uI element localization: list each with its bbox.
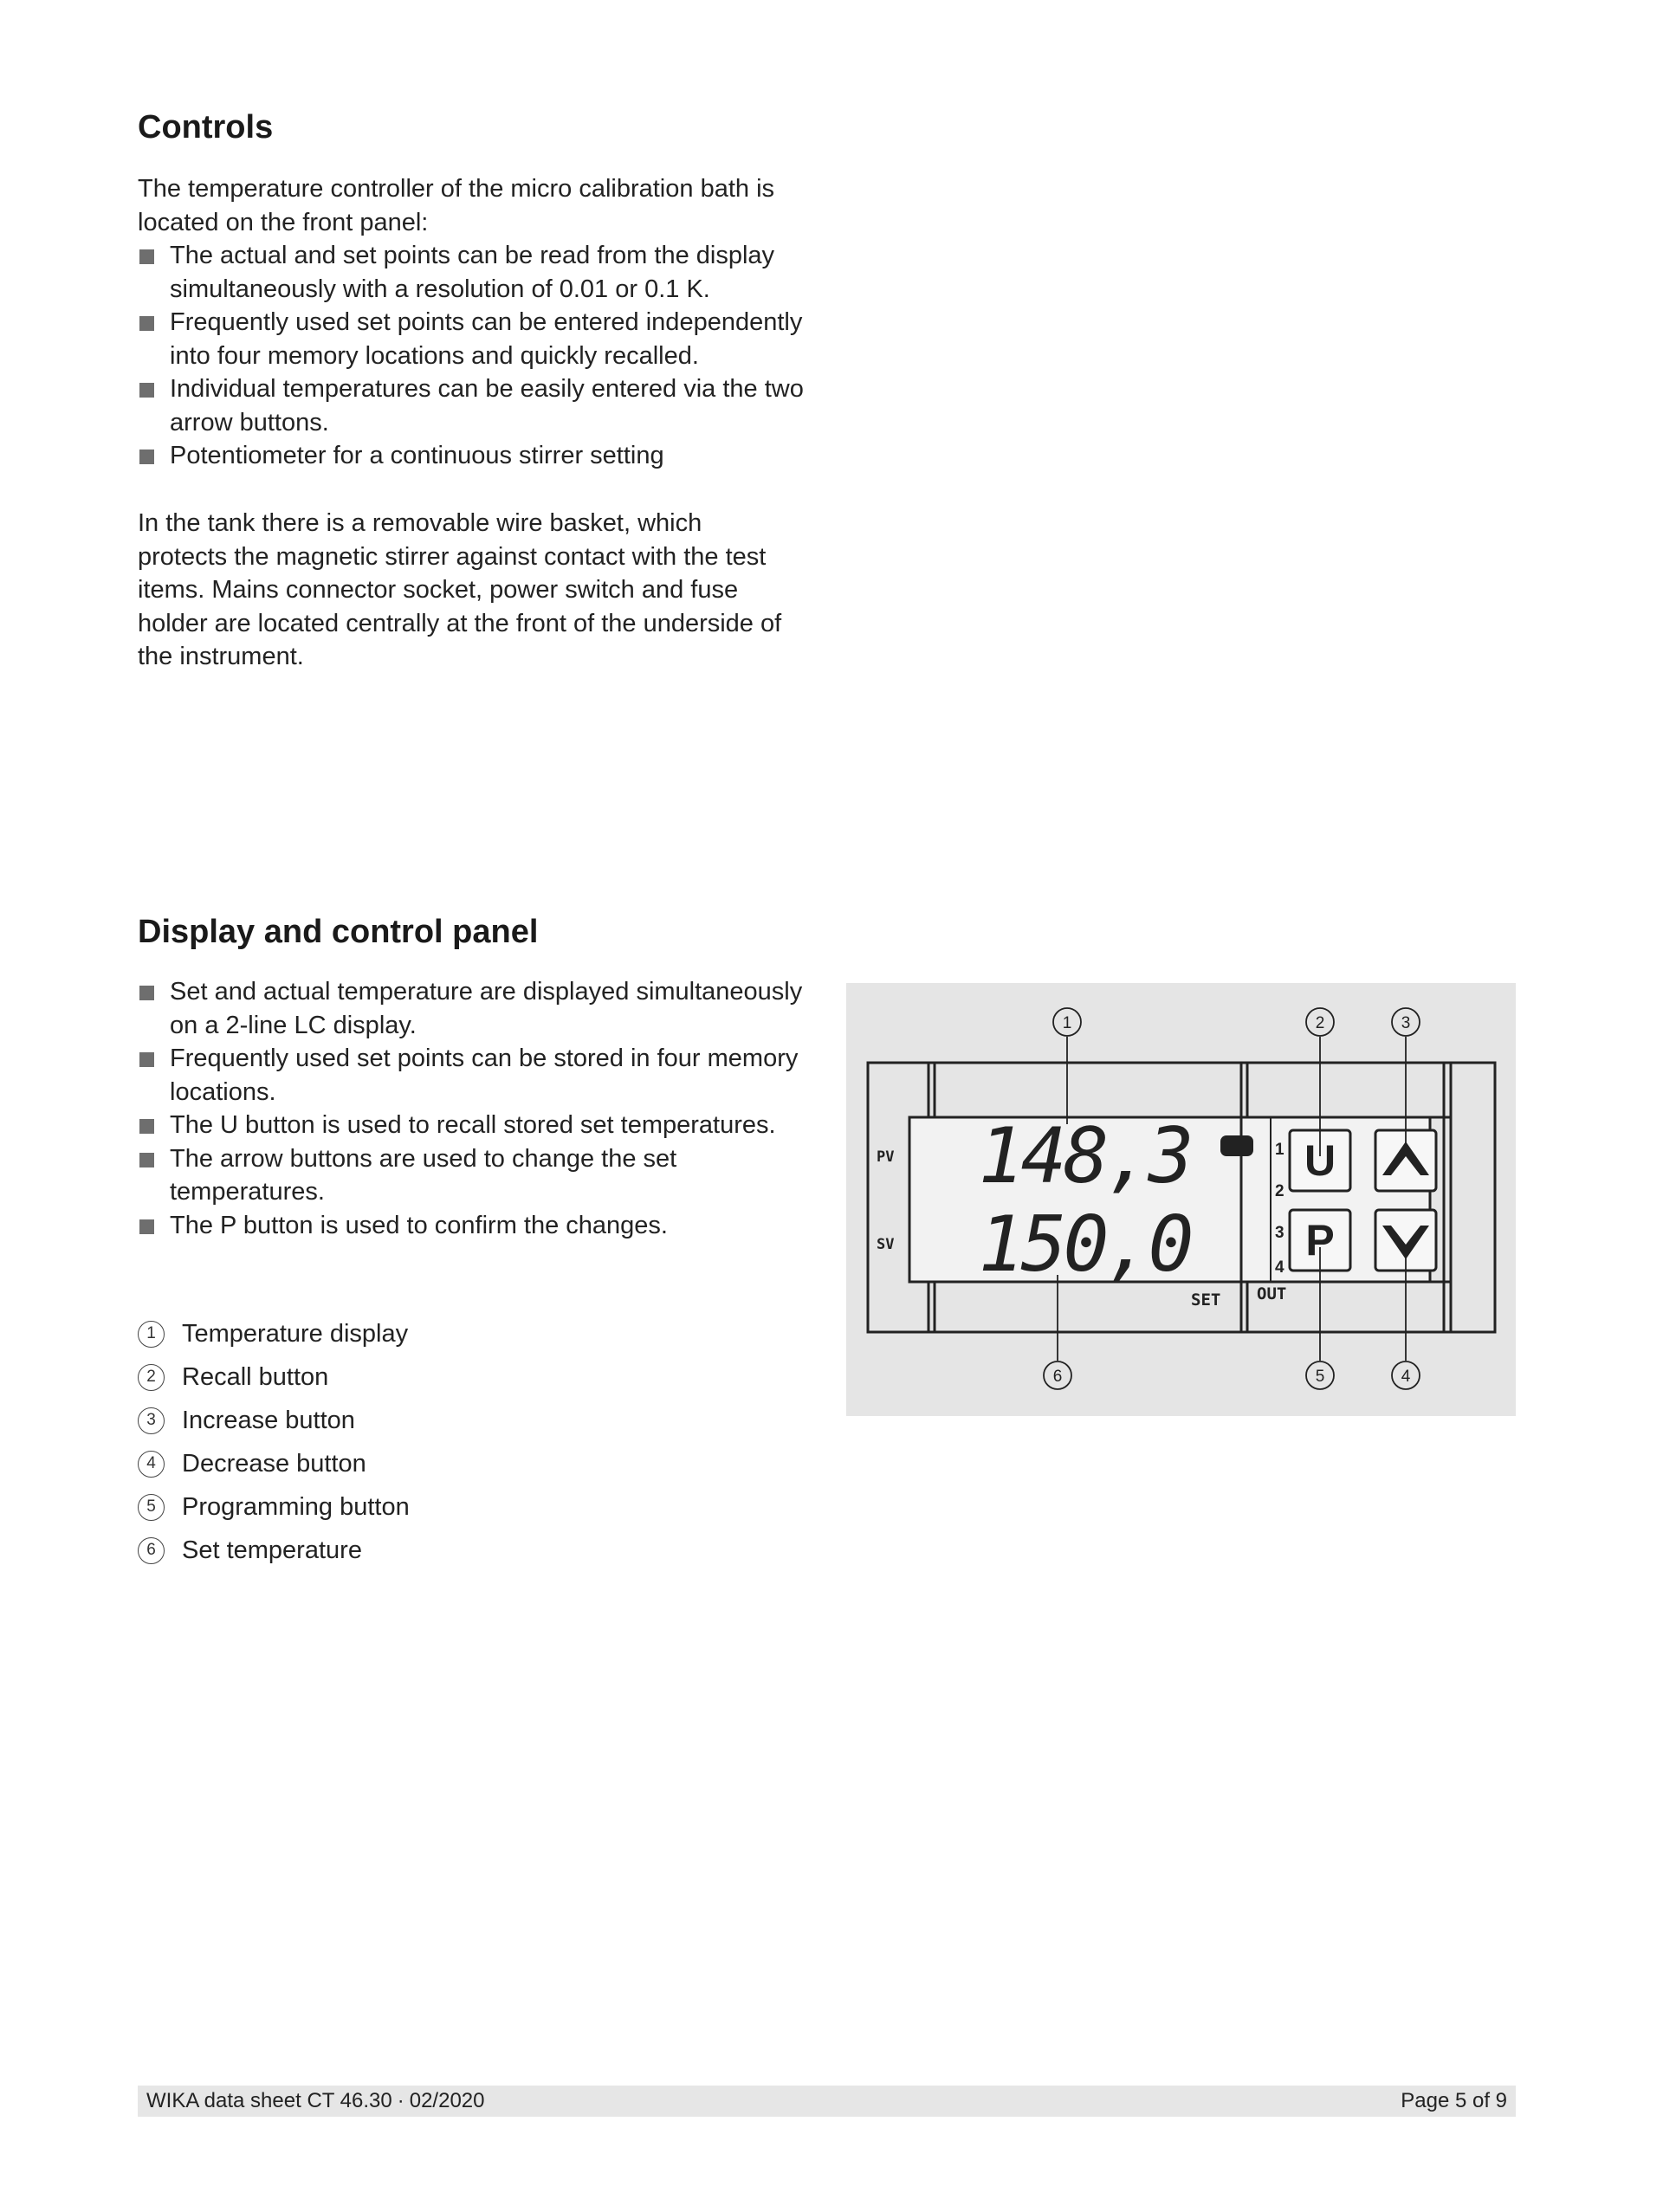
display-panel-heading: Display and control panel <box>138 914 539 950</box>
u-button-label: U <box>1304 1136 1336 1185</box>
pv-label: PV <box>877 1148 895 1166</box>
callout-number: 5 <box>1315 1368 1325 1386</box>
callout-number: 4 <box>138 1451 165 1478</box>
bullet-text: Individual temperatures can be easily entered via the two arrow buttons. <box>170 375 804 437</box>
callout-3 <box>1392 1008 1420 1036</box>
legend-label: Recall button <box>182 1362 329 1391</box>
process-value-display: 148,3 <box>978 1111 1191 1200</box>
callout-number: 4 <box>1401 1368 1411 1386</box>
figure-legend <box>138 1312 410 1572</box>
bullet-square-icon <box>139 450 154 464</box>
callout-number: 2 <box>138 1364 165 1391</box>
controller-panel-figure <box>846 983 1516 1416</box>
callout-number: 3 <box>138 1407 165 1434</box>
bullet-text: Frequently used set points can be entered independently into four memory locations and quickly recalled. <box>170 308 803 370</box>
list-item <box>138 239 822 306</box>
controls-bullet-list <box>138 239 822 473</box>
list-item <box>138 306 822 372</box>
bullet-square-icon <box>139 1153 154 1167</box>
callout-number: 6 <box>138 1537 165 1564</box>
page-footer <box>138 2086 1516 2117</box>
set-value-display: 150,0 <box>978 1200 1191 1289</box>
list-item <box>138 1209 822 1243</box>
legend-item <box>138 1355 410 1399</box>
set-label: SET <box>1191 1290 1221 1310</box>
bullet-square-icon <box>139 249 154 264</box>
list-item <box>138 975 822 1042</box>
list-item <box>138 1109 822 1142</box>
bullet-text: The arrow buttons are used to change the set temperatures. <box>170 1144 677 1206</box>
bullet-text: Set and actual temperature are displayed simultaneously on a 2-line LC display. <box>170 978 803 1039</box>
list-item <box>138 1042 822 1109</box>
list-item <box>138 439 822 473</box>
p-button-label: P <box>1305 1216 1335 1264</box>
memory-number: 4 <box>1275 1258 1284 1277</box>
legend-item <box>138 1485 410 1529</box>
legend-label: Decrease button <box>182 1449 366 1478</box>
list-item <box>138 1142 822 1209</box>
callout-5 <box>1306 1361 1334 1389</box>
memory-number: 2 <box>1275 1182 1284 1200</box>
callout-number: 6 <box>1052 1368 1063 1386</box>
legend-label: Set temperature <box>182 1536 362 1564</box>
bullet-square-icon <box>139 1052 154 1067</box>
callout-number: 5 <box>138 1494 165 1521</box>
footer-page-number: Page 5 of 9 <box>1401 2089 1507 2112</box>
callout-1 <box>1053 1008 1081 1036</box>
out-label: OUT <box>1257 1284 1287 1303</box>
bullet-text: Potentiometer for a continuous stirrer setting <box>170 442 664 469</box>
legend-item <box>138 1312 410 1355</box>
bullet-text: The P button is used to confirm the changes. <box>170 1211 668 1239</box>
callout-2 <box>1306 1008 1334 1036</box>
callout-number: 2 <box>1315 1014 1325 1032</box>
bullet-square-icon <box>139 316 154 331</box>
list-item <box>138 372 822 439</box>
legend-label: Increase button <box>182 1406 355 1434</box>
memory-number: 3 <box>1275 1224 1284 1242</box>
legend-item <box>138 1399 410 1442</box>
controls-intro: The temperature controller of the micro calibration bath is located on the front panel: <box>138 175 775 236</box>
bullet-text: The actual and set points can be read from the display simultaneously with a resolution of 0.01 or 0.1 K. <box>170 242 775 303</box>
status-indicator-icon <box>1220 1135 1253 1156</box>
display-panel-bullet-list <box>138 975 822 1242</box>
callout-number: 1 <box>1062 1014 1072 1032</box>
memory-number: 1 <box>1275 1141 1284 1159</box>
callout-number: 3 <box>1401 1014 1411 1032</box>
legend-item <box>138 1529 410 1572</box>
bullet-square-icon <box>139 986 154 1000</box>
callout-4 <box>1392 1361 1420 1389</box>
bullet-text: Frequently used set points can be stored in four memory locations. <box>170 1045 799 1106</box>
legend-label: Programming button <box>182 1492 410 1521</box>
legend-label: Temperature display <box>182 1319 409 1348</box>
bullet-square-icon <box>139 1119 154 1134</box>
sv-label: SV <box>877 1236 895 1253</box>
callout-6 <box>1044 1361 1071 1389</box>
tank-paragraph: In the tank there is a removable wire basket, which protects the magnetic stirrer against contact with the test items. Mains connector socket, power switch and fuse holder are located centrally at the front of the underside of the instrument. <box>138 509 782 670</box>
legend-item <box>138 1442 410 1485</box>
bullet-square-icon <box>139 383 154 398</box>
controls-heading: Controls <box>138 109 274 146</box>
callout-number: 1 <box>138 1321 165 1348</box>
footer-document-id: WIKA data sheet CT 46.30 ∙ 02/2020 <box>146 2089 485 2112</box>
bullet-square-icon <box>139 1219 154 1234</box>
bullet-text: The U button is used to recall stored set temperatures. <box>170 1111 776 1139</box>
